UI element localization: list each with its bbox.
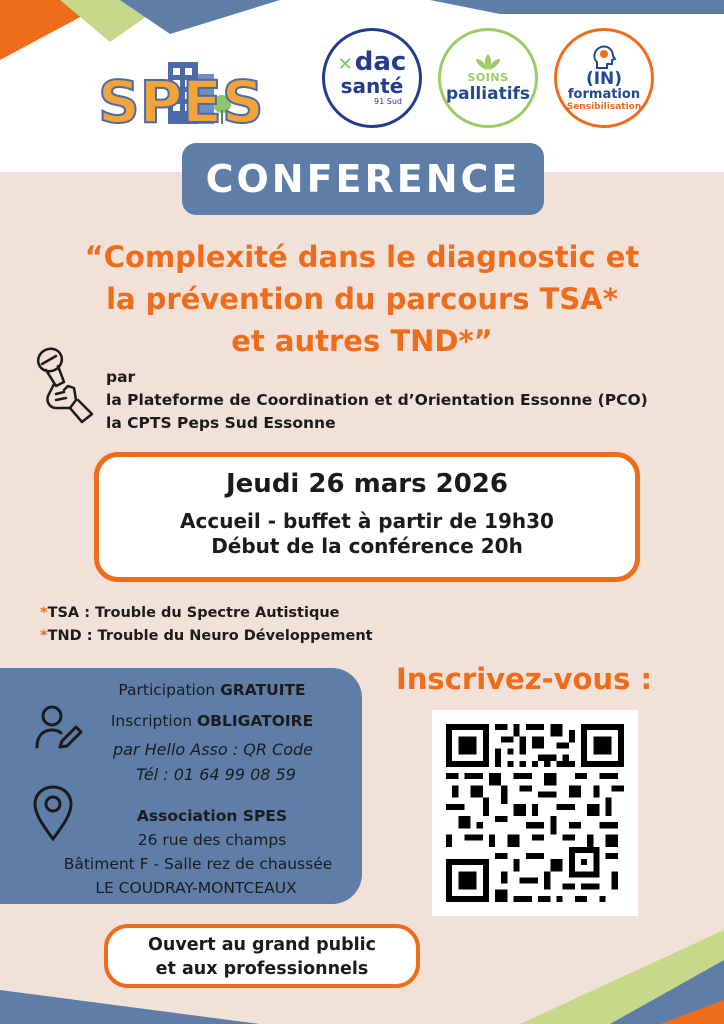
organizer-pco: la Plateforme de Coordination et d’Orientation Essonne (PCO) (106, 391, 648, 409)
user-edit-icon (34, 703, 84, 753)
soins-logo-line2: palliatifs (445, 83, 531, 104)
title-line-1: “Complexité dans le diagnostic et (84, 240, 640, 274)
head-lightbulb-icon (591, 44, 617, 70)
inscription-label: Inscription (110, 712, 197, 730)
event-date: Jeudi 26 mars 2026 (226, 469, 508, 499)
microphone-icon (34, 346, 96, 426)
audience-line-2: et aux professionnels (155, 959, 369, 979)
conference-title (20, 236, 704, 362)
note-star: * (40, 628, 48, 644)
dac-x-mark: ✕ (337, 53, 353, 75)
par-label: par (106, 368, 136, 386)
dac-logo-line2: santé (340, 73, 404, 98)
qr-code[interactable] (446, 724, 624, 902)
event-date-box (94, 452, 640, 582)
note-text: TSA : Trouble du Spectre Autistique (47, 605, 340, 621)
soins-logo-line1: SOINS (467, 70, 509, 84)
organizers-block (106, 366, 716, 435)
info-logo-line3: Sensibilisation (566, 102, 642, 112)
info-logo-line2: formation (567, 87, 641, 102)
association-name: Association SPES (136, 807, 288, 825)
address-street: 26 rue des champs (137, 831, 287, 849)
leaf-icon (473, 53, 503, 71)
spes-logo-text: SPES (98, 68, 264, 136)
title-line-2: la prévention du parcours TSA* (106, 282, 618, 316)
event-reception: Accueil - buffet à partir de 19h30 (180, 509, 554, 533)
inscription-value: OBLIGATOIRE (196, 712, 314, 730)
participation-value: GRATUITE (220, 681, 306, 699)
dac-logo-line1: dac (354, 46, 407, 77)
audience-box (104, 924, 420, 988)
note-tsa (40, 602, 373, 625)
info-logo-line1: (IN) (585, 69, 623, 89)
soins-palliatifs-logo (438, 28, 538, 128)
register-heading: Inscrivez-vous : (396, 662, 653, 696)
participation-line (96, 678, 328, 702)
information-sensibilisation-logo (554, 28, 654, 128)
phone-number: Tél : 01 64 99 08 59 (136, 765, 296, 784)
conference-banner: CONFERENCE (182, 143, 544, 215)
address-city: LE COUDRAY-MONTCEAUX (95, 879, 297, 897)
note-text: TND : Trouble du Neuro Développement (47, 628, 373, 644)
dac-sante-logo (322, 28, 422, 128)
note-star: * (40, 605, 48, 621)
title-line-3: et autres TND*” (231, 324, 493, 358)
audience-line-1: Ouvert au grand public (148, 935, 376, 955)
dac-logo-line3: 91 Sud (374, 96, 402, 106)
event-start: Début de la conférence 20h (211, 534, 523, 558)
location-pin-icon (32, 784, 74, 842)
acronym-notes (40, 602, 373, 648)
organizer-cpts: la CPTS Peps Sud Essonne (106, 414, 336, 432)
address-building: Bâtiment F - Salle rez de chaussée (63, 855, 333, 873)
participation-label: Participation (118, 681, 221, 699)
spes-logo (96, 44, 276, 136)
inscription-line (90, 709, 334, 733)
registration-method: par Hello Asso : QR Code (113, 740, 313, 759)
note-tnd (40, 625, 373, 648)
